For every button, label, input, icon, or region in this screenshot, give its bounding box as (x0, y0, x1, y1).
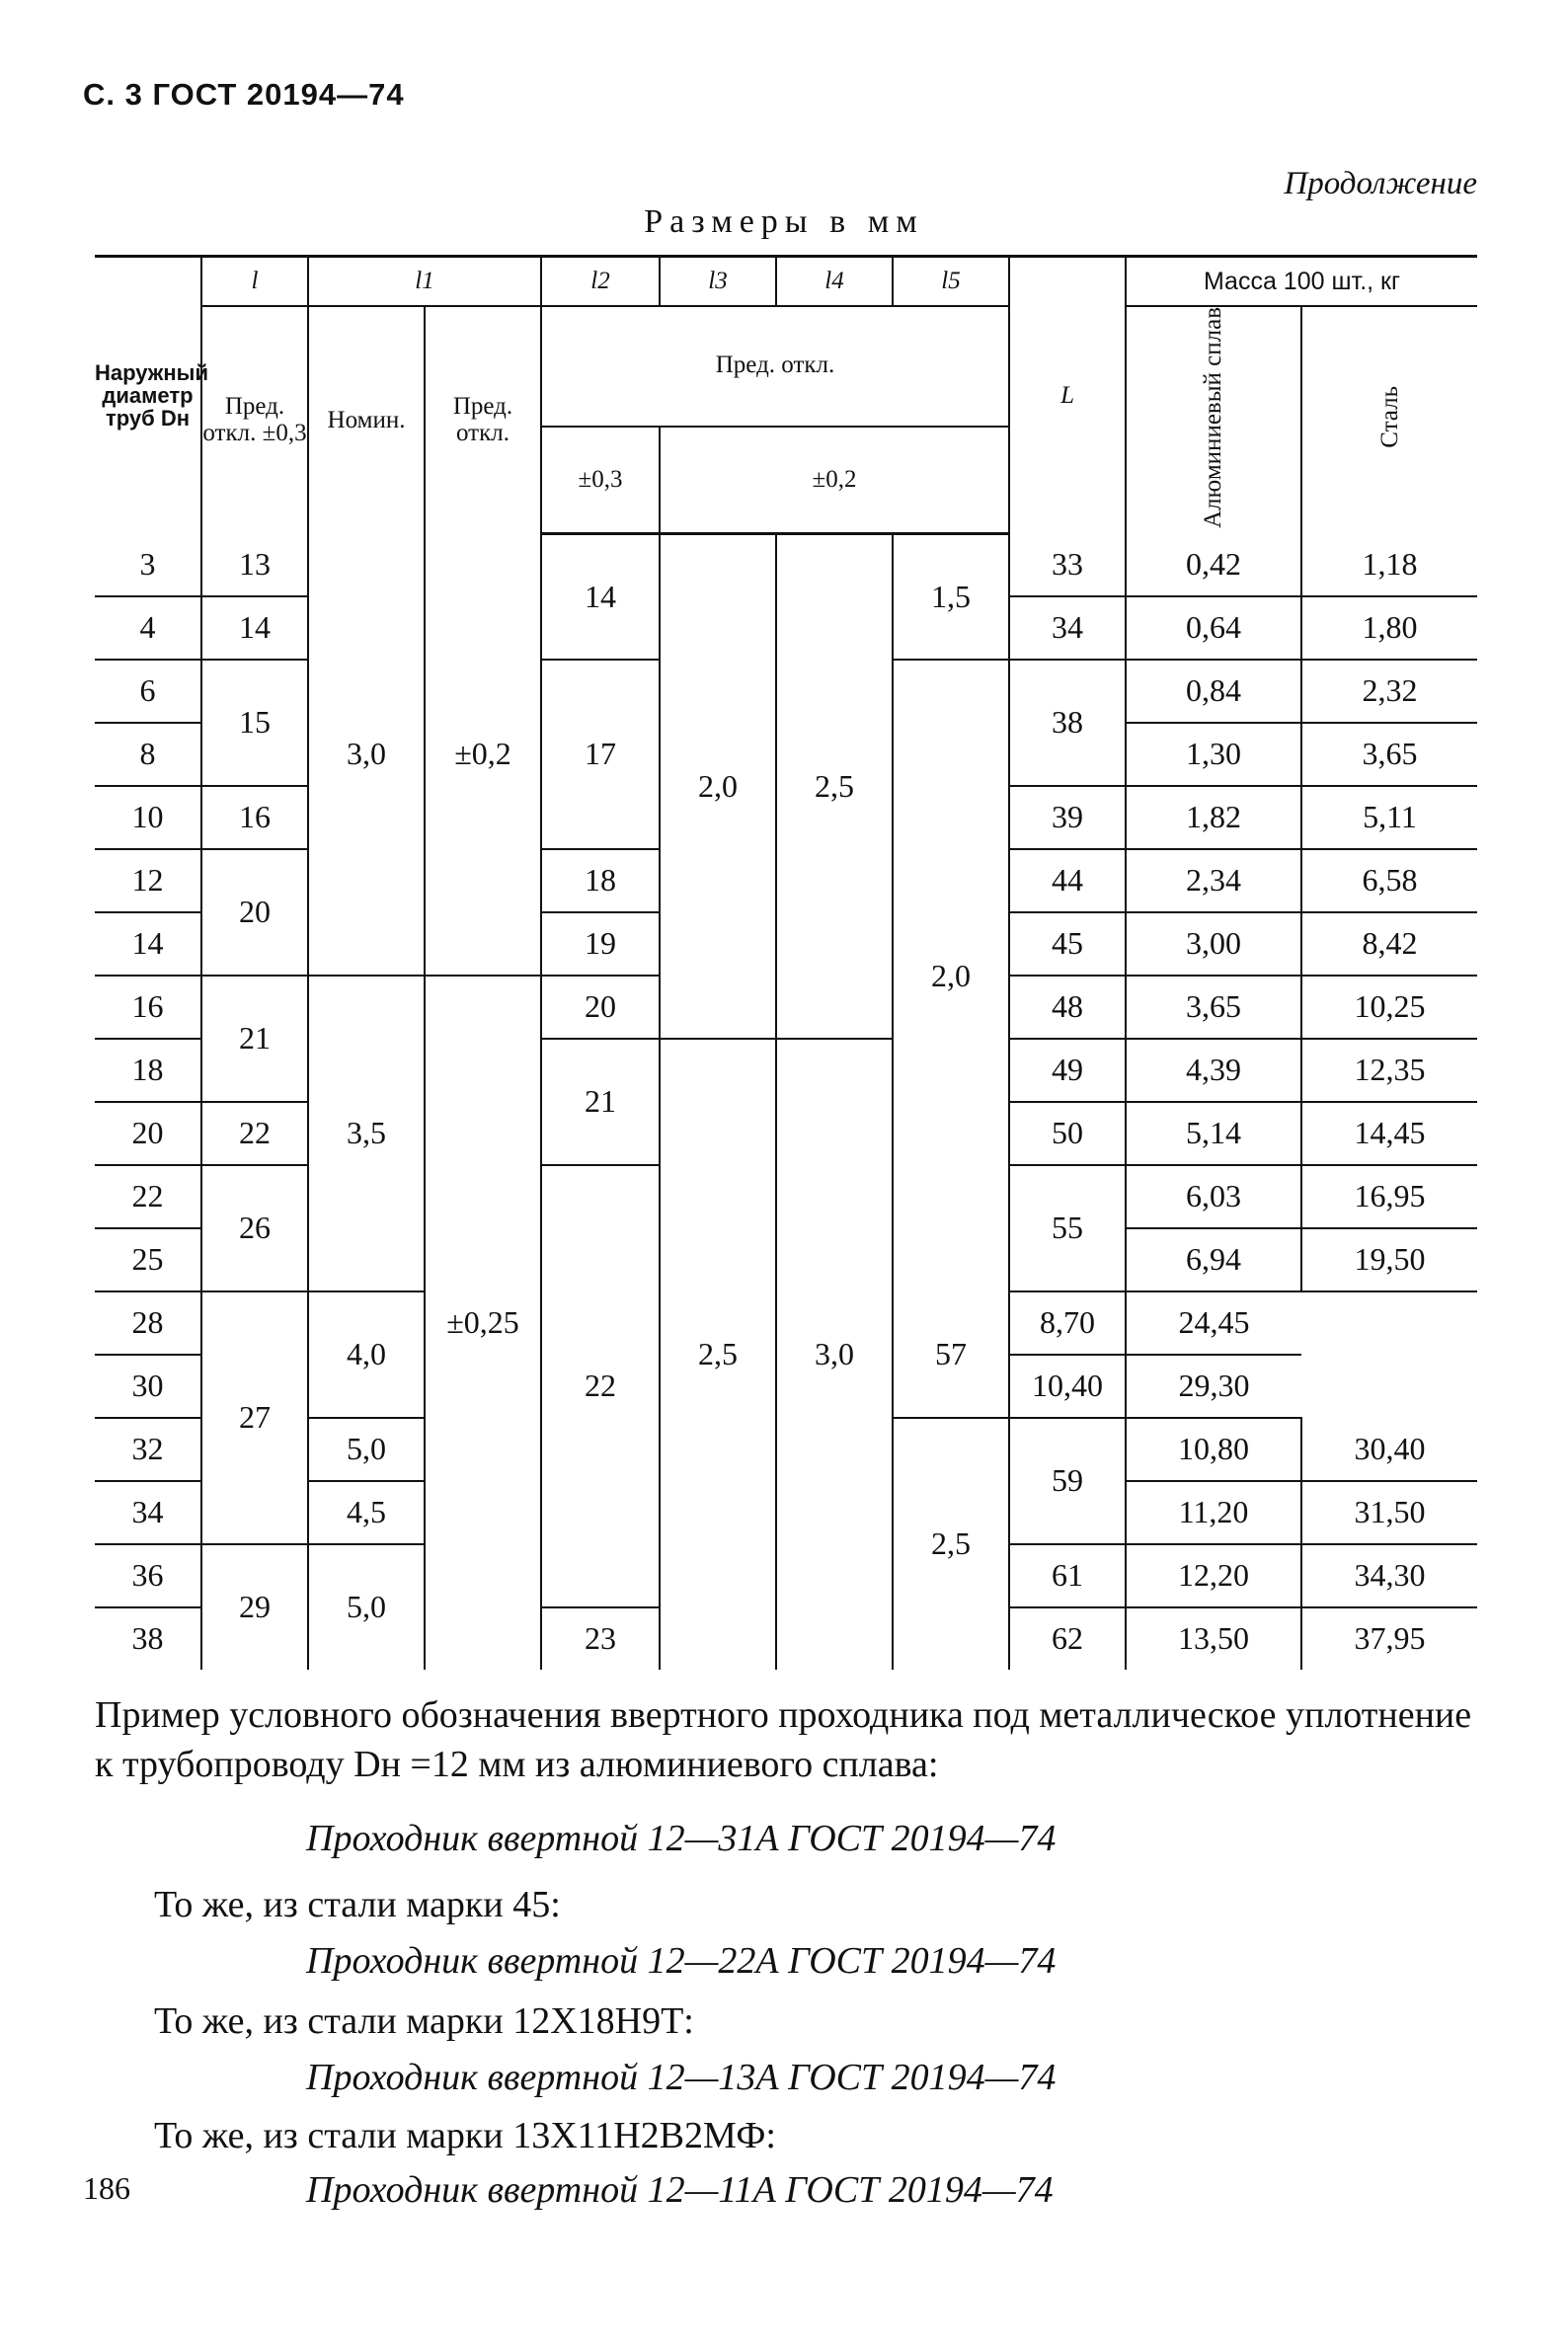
cell-dn: 18 (95, 1039, 201, 1102)
cell-mass-al: 13,50 (1126, 1607, 1301, 1670)
cell-mass-steel: 1,80 (1301, 596, 1477, 660)
cell-mass-al: 11,20 (1126, 1481, 1301, 1544)
cell-mass-steel: 19,50 (1301, 1228, 1477, 1291)
cell-l2: 19 (541, 912, 660, 976)
cell-mass-steel: 6,58 (1301, 849, 1477, 912)
cell-dn: 6 (95, 660, 201, 723)
cell-l: 16 (201, 786, 308, 849)
cell-l2: 18 (541, 849, 660, 912)
cell-mass-al: 1,82 (1126, 786, 1301, 849)
cell-dn: 16 (95, 976, 201, 1039)
example-3: Проходник ввертной 12—13А ГОСТ 20194—74 (306, 2057, 1057, 2098)
cell-l4: 3,0 (776, 1039, 893, 1670)
header-l3: l3 (660, 257, 776, 306)
header-mass: Масса 100 шт., кг (1126, 257, 1477, 306)
cell-mass-steel: 8,42 (1301, 912, 1477, 976)
cell-dn: 25 (95, 1228, 201, 1291)
header-pred-otkl: Пред. откл. (541, 306, 1009, 427)
cell-L: 55 (1009, 1165, 1126, 1291)
header-l1-tolerance: Пред. откл. (425, 306, 541, 534)
cell-L: 48 (1009, 976, 1126, 1039)
cell-mass-steel: 2,32 (1301, 660, 1477, 723)
header-l345-tolerance: ±0,2 (660, 427, 1009, 534)
cell-L: 50 (1009, 1102, 1126, 1165)
cell-mass-al: 4,39 (1126, 1039, 1301, 1102)
example-2-label: То же, из стали марки 45: (154, 1884, 561, 1925)
cell-dn: 28 (95, 1291, 201, 1355)
cell-L: 34 (1009, 596, 1126, 660)
cell-mass-al: 6,03 (1126, 1165, 1301, 1228)
sizes-caption: Размеры в мм (644, 203, 924, 240)
header-l1-nominal: Номин. (308, 306, 425, 534)
header-outer-diameter (95, 257, 208, 534)
cell-mass-al: 12,20 (1126, 1544, 1301, 1607)
cell-l1-nominal: 4,5 (308, 1481, 425, 1544)
cell-dn: 12 (95, 849, 201, 912)
cell-L: 59 (1009, 1418, 1126, 1544)
cell-mass-steel: 14,45 (1301, 1102, 1477, 1165)
cell-mass-al: 6,94 (1126, 1228, 1301, 1291)
cell-L: 49 (1009, 1039, 1126, 1102)
cell-l: 13 (201, 534, 308, 596)
cell-l2: 14 (541, 534, 660, 660)
cell-dn: 36 (95, 1544, 201, 1607)
cell-L: 38 (1009, 660, 1126, 786)
cell-l1-nominal: 5,0 (308, 1418, 425, 1481)
cell-l: 14 (201, 596, 308, 660)
header-l2: l2 (541, 257, 660, 306)
cell-mass-al: 3,65 (1126, 976, 1301, 1039)
header-L: L (1009, 257, 1126, 534)
page-number: 186 (83, 2170, 130, 2206)
cell-dn: 14 (95, 912, 201, 976)
aluminium-label: Алюминиевый сплав (1200, 306, 1227, 528)
cell-dn: 20 (95, 1102, 201, 1165)
header-aluminium (1126, 306, 1301, 534)
continuation-label: Продолжение (1284, 166, 1477, 201)
cell-l5: 2,5 (893, 1418, 1009, 1670)
cell-dn: 34 (95, 1481, 201, 1544)
cell-l2: 21 (541, 1039, 660, 1165)
cell-L: 62 (1009, 1607, 1126, 1670)
cell-dn: 30 (95, 1355, 201, 1418)
cell-mass-al: 0,64 (1126, 596, 1301, 660)
example-4-label: То же, из стали марки 13Х11Н2В2МФ: (154, 2115, 776, 2156)
header-l1: l1 (308, 257, 541, 306)
dimensions-table (95, 255, 1477, 1670)
cell-l3: 2,5 (660, 1039, 776, 1670)
header-outer-diameter-text: Наружный диаметр труб Dн (95, 360, 208, 431)
cell-mass-steel: 37,95 (1301, 1607, 1477, 1670)
cell-l1-nominal: 5,0 (308, 1544, 425, 1670)
cell-mass-steel: 34,30 (1301, 1544, 1477, 1607)
cell-mass-al: 8,70 (1009, 1291, 1126, 1355)
header-l4: l4 (776, 257, 893, 306)
cell-l: 27 (201, 1291, 308, 1544)
cell-dn: 32 (95, 1418, 201, 1481)
cell-l: 22 (201, 1102, 308, 1165)
cell-L: 39 (1009, 786, 1126, 849)
cell-mass-al: 0,84 (1126, 660, 1301, 723)
cell-l3: 2,0 (660, 534, 776, 1039)
cell-dn: 38 (131, 1620, 164, 1657)
cell-dn: 22 (95, 1165, 201, 1228)
cell-l2: 20 (541, 976, 660, 1039)
cell-l: 21 (201, 976, 308, 1102)
cell-l2: 23 (541, 1607, 660, 1670)
example-4: Проходник ввертной 12—11А ГОСТ 20194—74 (306, 2169, 1054, 2211)
cell-dn: 4 (95, 596, 201, 660)
cell-mass-al: 10,80 (1126, 1418, 1301, 1481)
example-2: Проходник ввертной 12—22А ГОСТ 20194—74 (306, 1940, 1057, 1982)
cell-l5: 2,0 (893, 660, 1009, 1291)
page-header: С. 3 ГОСТ 20194—74 (83, 77, 405, 112)
header-steel (1301, 306, 1477, 534)
example-intro: Пример условного обозначения ввертного проходника под металлическое уплотнение к трубопроводу Dн =12 мм из алюминиевого сплава: (95, 1694, 1472, 1785)
cell-mass-al: 2,34 (1126, 849, 1301, 912)
cell-mass-al: 3,00 (1126, 912, 1301, 976)
cell-l5: 1,5 (893, 534, 1009, 660)
cell-mass-steel: 30,40 (1301, 1418, 1477, 1481)
cell-l2: 22 (541, 1165, 660, 1607)
cell-mass-steel: 24,45 (1126, 1291, 1301, 1355)
header-l5: l5 (893, 257, 1009, 306)
cell-mass-al: 1,30 (1126, 723, 1301, 786)
cell-l: 20 (201, 849, 308, 976)
cell-mass-steel: 31,50 (1301, 1481, 1477, 1544)
cell-mass-al: 5,14 (1126, 1102, 1301, 1165)
cell-dn: 8 (95, 723, 201, 786)
cell-mass-steel: 29,30 (1126, 1355, 1301, 1418)
cell-L: 57 (893, 1291, 1009, 1418)
steel-label: Сталь (1375, 386, 1403, 448)
cell-L: 33 (1009, 534, 1126, 596)
example-1: Проходник ввертной 12—31А ГОСТ 20194—74 (306, 1818, 1057, 1859)
cell-l: 29 (201, 1544, 308, 1670)
cell-mass-steel: 10,25 (1301, 976, 1477, 1039)
header-l-tolerance: Пред. откл. ±0,3 (201, 306, 308, 534)
cell-L: 45 (1009, 912, 1126, 976)
cell-mass-steel: 1,18 (1301, 534, 1477, 596)
cell-l1-tolerance: ±0,2 (425, 534, 541, 976)
example-3-label: То же, из стали марки 12Х18Н9Т: (154, 2000, 694, 2042)
cell-L: 44 (1009, 849, 1126, 912)
cell-mass-steel: 12,35 (1301, 1039, 1477, 1102)
cell-mass-steel: 5,11 (1301, 786, 1477, 849)
cell-l1-nominal: 3,5 (308, 976, 425, 1291)
cell-mass-steel: 3,65 (1301, 723, 1477, 786)
cell-mass-steel: 16,95 (1301, 1165, 1477, 1228)
cell-mass-al: 10,40 (1009, 1355, 1126, 1418)
cell-l2: 17 (541, 660, 660, 849)
cell-l1-nominal: 3,0 (308, 534, 425, 976)
cell-l4: 2,5 (776, 534, 893, 1039)
header-l: l (201, 257, 308, 306)
cell-l: 26 (201, 1165, 308, 1291)
cell-l1-tolerance: ±0,25 (425, 976, 541, 1670)
cell-l1-nominal: 4,0 (308, 1291, 425, 1418)
cell-mass-al: 0,42 (1126, 534, 1301, 596)
cell-L: 61 (1009, 1544, 1126, 1607)
cell-dn: 10 (95, 786, 201, 849)
header-l2-tolerance: ±0,3 (541, 427, 660, 534)
cell-dn: 3 (95, 534, 201, 596)
cell-l: 15 (201, 660, 308, 786)
